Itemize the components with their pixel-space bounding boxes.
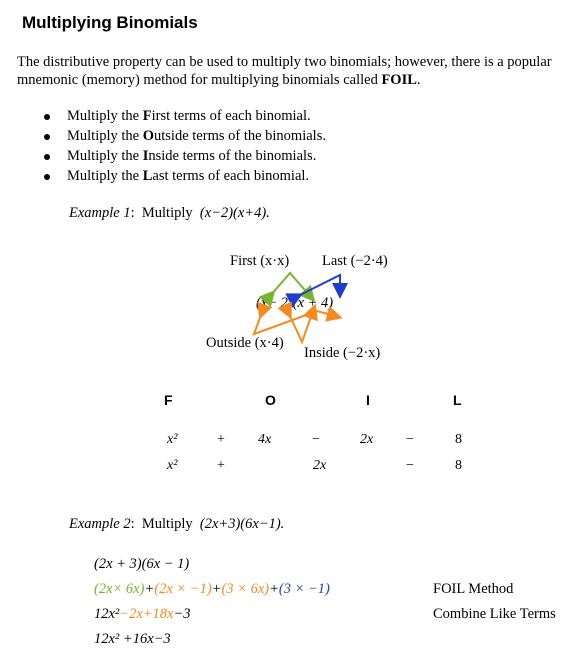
foil-cell: 8 <box>455 432 462 447</box>
example-verb: Multiply <box>141 205 193 221</box>
last-label: Last (−2·4) <box>322 253 388 269</box>
term: 12x² <box>94 606 120 622</box>
plus-sign: + <box>144 581 155 597</box>
bullet-key: O <box>142 128 155 144</box>
example-verb: Multiply <box>141 516 193 532</box>
foil-header-o: O <box>265 392 276 408</box>
foil-cell: 2x <box>360 432 374 447</box>
foil-cell: x² <box>167 432 178 447</box>
term: −3 <box>173 606 191 622</box>
inside-label: Inside (−2·x) <box>304 345 381 361</box>
foil-cell: + <box>217 458 225 473</box>
example-expression: (2x+3)(6x−1). <box>199 516 285 532</box>
foil-cell: + <box>217 432 225 447</box>
first-label: First (x·x) <box>230 253 290 269</box>
like-terms: −2x+18x <box>119 606 174 622</box>
example2-line1: (2x + 3)(6x − 1) <box>94 556 190 572</box>
example-expression: (x−2)(x+4). <box>199 205 270 221</box>
example2-line3 <box>94 606 191 623</box>
bullet-text: utside terms of the binomials. <box>154 128 326 144</box>
foil-cell: 2x <box>313 458 327 473</box>
foil-cell: − <box>406 432 414 447</box>
bullet-key: I <box>142 148 149 164</box>
bullet-text: Multiply the <box>67 168 143 184</box>
plus-sign: + <box>269 581 279 597</box>
bullet-key: F <box>142 108 152 124</box>
page-title: Multiplying Binomials <box>22 13 198 32</box>
combine-note: Combine Like Terms <box>433 606 556 622</box>
inside-arrow <box>288 311 313 342</box>
bullet-key: L <box>142 168 153 184</box>
plus-sign: + <box>211 581 222 597</box>
bullet-text: Multiply the <box>67 148 143 164</box>
last-product: (3 × −1) <box>278 581 330 597</box>
outside-label: Outside (x·4) <box>206 335 284 351</box>
outside-product: (2x × −1) <box>154 581 212 597</box>
bullet-text: irst terms of each binomial. <box>151 108 311 124</box>
binomial-product: (x− 2)(x + 4) <box>256 295 334 311</box>
inside-product: (3 × 6x) <box>221 581 270 597</box>
foil-cell: − <box>312 432 320 447</box>
intro-end: . <box>416 72 421 88</box>
foil-cell: 8 <box>455 458 462 473</box>
example2-heading: Example 2: Multiply (2x+3)(6x−1). <box>69 516 285 532</box>
outside-arrow <box>254 311 335 334</box>
bullet-text: Multiply the <box>67 108 143 124</box>
first-product: (2x× 6x) <box>94 581 145 597</box>
foil-cell: − <box>406 458 414 473</box>
example-label: Example 1 <box>69 205 131 221</box>
bullet-text: Multiply the <box>67 128 143 144</box>
foil-term: FOIL <box>381 72 417 88</box>
intro-text: The distributive property can be used to multiply two binomials; however, there is a popular mnemonic (memory) method for multiplying binomials called <box>17 54 552 88</box>
bullet-text: nside terms of the binomials. <box>148 148 317 164</box>
example2-line2 <box>94 581 330 598</box>
foil-cell: 4x <box>258 432 272 447</box>
foil-header-f: F <box>164 392 173 408</box>
example1-heading: Example 1: Multiply (x−2)(x+4). <box>69 205 270 221</box>
foil-cell: x² <box>167 458 178 473</box>
bullet-text: ast terms of each binomial. <box>152 168 310 184</box>
example-label: Example 2 <box>69 516 131 532</box>
foil-header-l: L <box>453 392 462 408</box>
example2-result: 12x² +16x−3 <box>94 631 171 647</box>
foil-method-note: FOIL Method <box>433 581 514 597</box>
foil-header-i: I <box>366 392 370 408</box>
